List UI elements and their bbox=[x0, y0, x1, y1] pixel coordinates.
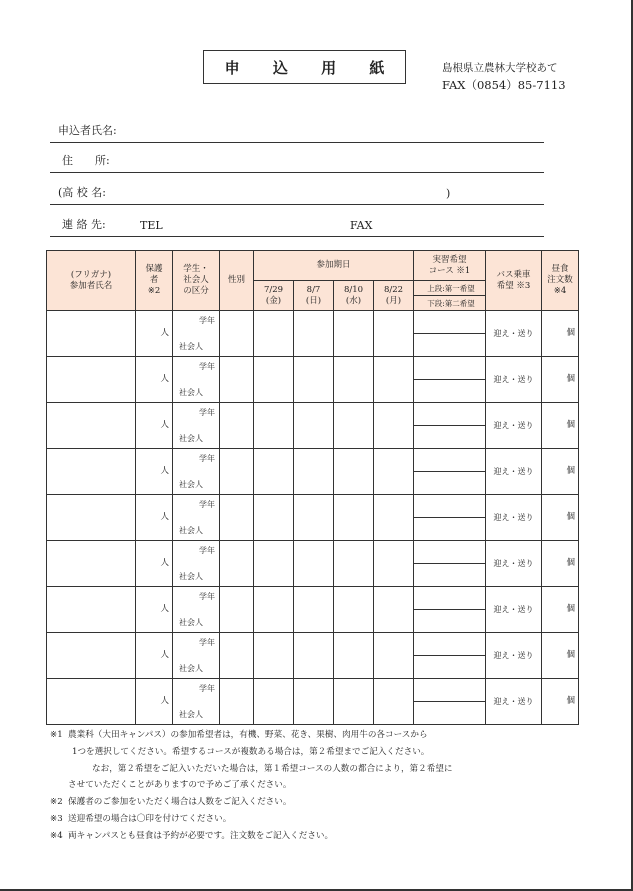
adult-label: 社会人 bbox=[179, 526, 203, 535]
header-course: 実習希望 コース ※1 bbox=[414, 251, 486, 281]
guardian-unit: 人 bbox=[160, 328, 169, 338]
date-1-cell[interactable] bbox=[254, 449, 294, 495]
lunch-count-cell[interactable] bbox=[542, 495, 579, 541]
table-row bbox=[47, 403, 579, 449]
table-row bbox=[47, 633, 579, 679]
note-text: させていただくことがありますので予めご了承ください。 bbox=[68, 780, 292, 791]
date-3-cell[interactable] bbox=[334, 679, 374, 725]
lunch-count-cell[interactable] bbox=[542, 633, 579, 679]
lunch-unit: 個 bbox=[566, 374, 575, 384]
gender-cell[interactable] bbox=[220, 311, 254, 357]
grade-label: 学年 bbox=[199, 546, 215, 555]
date-3-cell[interactable] bbox=[334, 633, 374, 679]
header-date-3: 8/10 (水) bbox=[334, 281, 374, 311]
bus-option: 迎え・送り bbox=[493, 375, 534, 384]
course-cell bbox=[414, 679, 486, 725]
date-2-cell[interactable] bbox=[294, 587, 334, 633]
bus-cell[interactable] bbox=[486, 311, 542, 357]
lunch-count-cell[interactable] bbox=[542, 403, 579, 449]
bus-cell[interactable] bbox=[486, 587, 542, 633]
address-label: 住 所: bbox=[62, 154, 110, 167]
guardian-count-cell[interactable] bbox=[136, 679, 173, 725]
date-4-cell[interactable] bbox=[374, 311, 414, 357]
note-text: なお，第２希望をご記入いただいた場合は，第１希望コースの人数の都合により，第２希望に bbox=[92, 763, 453, 774]
participant-name-cell[interactable] bbox=[47, 449, 136, 495]
bus-cell[interactable] bbox=[486, 449, 542, 495]
bus-cell[interactable] bbox=[486, 357, 542, 403]
date-4-cell[interactable] bbox=[374, 403, 414, 449]
address-field[interactable] bbox=[50, 152, 544, 173]
grade-label: 学年 bbox=[199, 454, 215, 463]
adult-label: 社会人 bbox=[179, 664, 203, 673]
bus-option: 迎え・送り bbox=[493, 513, 534, 522]
date-1-cell[interactable] bbox=[254, 311, 294, 357]
contact-label: 連 絡 先: bbox=[62, 218, 106, 231]
table-row bbox=[47, 541, 579, 587]
note-item bbox=[50, 811, 610, 828]
category-cell[interactable] bbox=[173, 541, 220, 587]
note-mark bbox=[50, 744, 68, 761]
applicant-name-field[interactable] bbox=[50, 122, 544, 143]
bus-option: 迎え・送り bbox=[493, 559, 534, 568]
date-3-cell[interactable] bbox=[334, 541, 374, 587]
note-mark: ※1 bbox=[50, 730, 63, 740]
date-2-cell[interactable] bbox=[294, 357, 334, 403]
date-4-cell[interactable] bbox=[374, 679, 414, 725]
destination-fax: FAX（0854）85-7113 bbox=[442, 78, 566, 92]
header-gender: 性別 bbox=[220, 251, 254, 311]
lunch-unit: 個 bbox=[566, 420, 575, 430]
guardian-unit: 人 bbox=[160, 650, 169, 660]
application-table bbox=[46, 250, 579, 725]
header-bus: バス乗車 希望 ※3 bbox=[486, 251, 542, 311]
school-field[interactable] bbox=[50, 184, 544, 205]
header-dates-title: 参加期日 bbox=[254, 251, 414, 281]
note-item bbox=[50, 727, 610, 794]
course-cell bbox=[414, 587, 486, 633]
note-mark: ※4 bbox=[50, 830, 63, 841]
course-cell bbox=[414, 495, 486, 541]
participant-name-cell[interactable] bbox=[47, 403, 136, 449]
header-course-upper: 上段:第一希望 bbox=[414, 281, 486, 296]
course-cell bbox=[414, 357, 486, 403]
date-2-cell[interactable] bbox=[294, 633, 334, 679]
lunch-unit: 個 bbox=[566, 466, 575, 476]
grade-label: 学年 bbox=[199, 362, 215, 371]
bus-cell[interactable] bbox=[486, 633, 542, 679]
course-second-choice[interactable] bbox=[414, 564, 485, 586]
table-row bbox=[47, 679, 579, 725]
course-cell bbox=[414, 449, 486, 495]
course-second-choice[interactable] bbox=[414, 426, 485, 448]
date-3-cell[interactable] bbox=[334, 311, 374, 357]
category-cell[interactable] bbox=[173, 495, 220, 541]
participant-name-cell[interactable] bbox=[47, 633, 136, 679]
course-first-choice[interactable] bbox=[414, 449, 485, 472]
destination-block bbox=[442, 60, 566, 94]
guardian-unit: 人 bbox=[160, 696, 169, 706]
date-1-cell[interactable] bbox=[254, 541, 294, 587]
grade-label: 学年 bbox=[199, 500, 215, 509]
participant-name-cell[interactable] bbox=[47, 311, 136, 357]
participant-name-cell[interactable] bbox=[47, 541, 136, 587]
school-close-paren: ) bbox=[446, 187, 451, 200]
date-2-cell[interactable] bbox=[294, 495, 334, 541]
guardian-count-cell[interactable] bbox=[136, 587, 173, 633]
note-item bbox=[50, 828, 610, 845]
date-4-cell[interactable] bbox=[374, 449, 414, 495]
course-second-choice[interactable] bbox=[414, 380, 485, 402]
course-first-choice[interactable] bbox=[414, 679, 485, 702]
note-mark bbox=[50, 777, 68, 794]
bus-cell[interactable] bbox=[486, 541, 542, 587]
course-second-choice[interactable] bbox=[414, 702, 485, 724]
date-3-cell[interactable] bbox=[334, 357, 374, 403]
destination-name: 島根県立農林大学校あて bbox=[442, 62, 558, 74]
guardian-unit: 人 bbox=[160, 466, 169, 476]
date-1-cell[interactable] bbox=[254, 633, 294, 679]
grade-label: 学年 bbox=[199, 408, 215, 417]
adult-label: 社会人 bbox=[179, 480, 203, 489]
course-cell bbox=[414, 311, 486, 357]
guardian-unit: 人 bbox=[160, 558, 169, 568]
header-date-2: 8/7 (日) bbox=[294, 281, 334, 311]
table-row bbox=[47, 357, 579, 403]
course-second-choice[interactable] bbox=[414, 518, 485, 540]
gender-cell[interactable] bbox=[220, 495, 254, 541]
grade-label: 学年 bbox=[199, 638, 215, 647]
bus-option: 迎え・送り bbox=[493, 467, 534, 476]
bus-option: 迎え・送り bbox=[493, 421, 534, 430]
guardian-count-cell[interactable] bbox=[136, 357, 173, 403]
category-cell[interactable] bbox=[173, 311, 220, 357]
applicant-name-label: 申込者氏名: bbox=[58, 124, 117, 137]
header-lunch: 昼食 注文数 ※4 bbox=[542, 251, 579, 311]
date-4-cell[interactable] bbox=[374, 541, 414, 587]
note-mark bbox=[50, 761, 68, 778]
table-row bbox=[47, 311, 579, 357]
contact-field[interactable] bbox=[50, 216, 544, 237]
course-cell bbox=[414, 403, 486, 449]
note-item bbox=[50, 794, 610, 811]
guardian-unit: 人 bbox=[160, 512, 169, 522]
date-4-cell[interactable] bbox=[374, 587, 414, 633]
bus-option: 迎え・送り bbox=[493, 329, 534, 338]
guardian-count-cell[interactable] bbox=[136, 311, 173, 357]
course-first-choice[interactable] bbox=[414, 633, 485, 656]
header-date-1: 7/29 (金) bbox=[254, 281, 294, 311]
lunch-unit: 個 bbox=[566, 696, 575, 706]
date-2-cell[interactable] bbox=[294, 403, 334, 449]
participant-name-cell[interactable] bbox=[47, 495, 136, 541]
date-1-cell[interactable] bbox=[254, 679, 294, 725]
lunch-count-cell[interactable] bbox=[542, 587, 579, 633]
participant-name-cell[interactable] bbox=[47, 357, 136, 403]
guardian-count-cell[interactable] bbox=[136, 541, 173, 587]
gender-cell[interactable] bbox=[220, 541, 254, 587]
note-text: 1つを選択してください。希望するコースが複数ある場合は，第２希望までご記入ください。 bbox=[72, 746, 430, 757]
header-date-4: 8/22 (月) bbox=[374, 281, 414, 311]
date-3-cell[interactable] bbox=[334, 449, 374, 495]
course-cell bbox=[414, 541, 486, 587]
grade-label: 学年 bbox=[199, 316, 215, 325]
course-second-choice[interactable] bbox=[414, 472, 485, 494]
note-text: 農業科（大田キャンパス）の参加希望者は，有機、野菜、花き、果樹、肉用牛の各コースから bbox=[68, 730, 428, 740]
header-course-lower: 下段:第二希望 bbox=[414, 296, 486, 311]
lunch-unit: 個 bbox=[566, 328, 575, 338]
date-4-cell[interactable] bbox=[374, 633, 414, 679]
gender-cell[interactable] bbox=[220, 587, 254, 633]
school-label: (高 校 名: bbox=[58, 186, 106, 199]
course-first-choice[interactable] bbox=[414, 495, 485, 518]
guardian-unit: 人 bbox=[160, 420, 169, 430]
guardian-unit: 人 bbox=[160, 604, 169, 614]
gender-cell[interactable] bbox=[220, 403, 254, 449]
date-2-cell[interactable] bbox=[294, 449, 334, 495]
course-second-choice[interactable] bbox=[414, 656, 485, 678]
note-mark: ※3 bbox=[50, 813, 63, 824]
date-3-cell[interactable] bbox=[334, 587, 374, 633]
guardian-count-cell[interactable] bbox=[136, 495, 173, 541]
adult-label: 社会人 bbox=[179, 434, 203, 443]
category-cell[interactable] bbox=[173, 357, 220, 403]
grade-label: 学年 bbox=[199, 592, 215, 601]
adult-label: 社会人 bbox=[179, 388, 203, 397]
date-1-cell[interactable] bbox=[254, 403, 294, 449]
bus-option: 迎え・送り bbox=[493, 697, 534, 706]
lunch-unit: 個 bbox=[566, 558, 575, 568]
table-row bbox=[47, 495, 579, 541]
notes-section bbox=[50, 727, 610, 845]
date-4-cell[interactable] bbox=[374, 357, 414, 403]
category-cell[interactable] bbox=[173, 633, 220, 679]
course-first-choice[interactable] bbox=[414, 357, 485, 380]
guardian-count-cell[interactable] bbox=[136, 449, 173, 495]
gender-cell[interactable] bbox=[220, 679, 254, 725]
adult-label: 社会人 bbox=[179, 342, 203, 351]
note-text: 両キャンパスとも昼食は予約が必要です。注文数をご記入ください。 bbox=[68, 830, 334, 841]
date-4-cell[interactable] bbox=[374, 495, 414, 541]
lunch-unit: 個 bbox=[566, 650, 575, 660]
adult-label: 社会人 bbox=[179, 572, 203, 581]
course-first-choice[interactable] bbox=[414, 541, 485, 564]
header-name: (フリガナ) 参加者氏名 bbox=[47, 251, 136, 311]
guardian-count-cell[interactable] bbox=[136, 403, 173, 449]
note-text: 送迎希望の場合は〇印を付けてください。 bbox=[68, 813, 232, 824]
category-cell[interactable] bbox=[173, 403, 220, 449]
date-3-cell[interactable] bbox=[334, 495, 374, 541]
header-guardian: 保護 者 ※2 bbox=[136, 251, 173, 311]
guardian-count-cell[interactable] bbox=[136, 633, 173, 679]
bus-cell[interactable] bbox=[486, 679, 542, 725]
course-first-choice[interactable] bbox=[414, 403, 485, 426]
date-1-cell[interactable] bbox=[254, 587, 294, 633]
bus-option: 迎え・送り bbox=[493, 605, 534, 614]
lunch-count-cell[interactable] bbox=[542, 449, 579, 495]
note-text: 保護者のご参加をいただく場合は人数をご記入ください。 bbox=[68, 797, 292, 808]
bus-option: 迎え・送り bbox=[493, 651, 534, 660]
category-cell[interactable] bbox=[173, 449, 220, 495]
date-2-cell[interactable] bbox=[294, 541, 334, 587]
date-2-cell[interactable] bbox=[294, 311, 334, 357]
fax-label: FAX bbox=[350, 219, 373, 232]
form-title: 申 込 用 紙 bbox=[203, 50, 406, 84]
table-row bbox=[47, 587, 579, 633]
lunch-count-cell[interactable] bbox=[542, 311, 579, 357]
bus-cell[interactable] bbox=[486, 495, 542, 541]
lunch-count-cell[interactable] bbox=[542, 679, 579, 725]
adult-label: 社会人 bbox=[179, 618, 203, 627]
grade-label: 学年 bbox=[199, 684, 215, 693]
course-second-choice[interactable] bbox=[414, 334, 485, 356]
gender-cell[interactable] bbox=[220, 633, 254, 679]
date-1-cell[interactable] bbox=[254, 357, 294, 403]
date-3-cell[interactable] bbox=[334, 403, 374, 449]
gender-cell[interactable] bbox=[220, 449, 254, 495]
header-category: 学生・ 社会人 の区分 bbox=[173, 251, 220, 311]
course-second-choice[interactable] bbox=[414, 610, 485, 632]
participant-name-cell[interactable] bbox=[47, 679, 136, 725]
table-row bbox=[47, 449, 579, 495]
date-2-cell[interactable] bbox=[294, 679, 334, 725]
category-cell[interactable] bbox=[173, 679, 220, 725]
course-first-choice[interactable] bbox=[414, 587, 485, 610]
bus-cell[interactable] bbox=[486, 403, 542, 449]
adult-label: 社会人 bbox=[179, 710, 203, 719]
participant-name-cell[interactable] bbox=[47, 587, 136, 633]
lunch-count-cell[interactable] bbox=[542, 357, 579, 403]
note-mark: ※2 bbox=[50, 797, 63, 808]
guardian-unit: 人 bbox=[160, 374, 169, 384]
course-first-choice[interactable] bbox=[414, 311, 485, 334]
date-1-cell[interactable] bbox=[254, 495, 294, 541]
course-cell bbox=[414, 633, 486, 679]
lunch-count-cell[interactable] bbox=[542, 541, 579, 587]
lunch-unit: 個 bbox=[566, 512, 575, 522]
lunch-unit: 個 bbox=[566, 604, 575, 614]
category-cell[interactable] bbox=[173, 587, 220, 633]
tel-label: TEL bbox=[140, 219, 163, 232]
gender-cell[interactable] bbox=[220, 357, 254, 403]
